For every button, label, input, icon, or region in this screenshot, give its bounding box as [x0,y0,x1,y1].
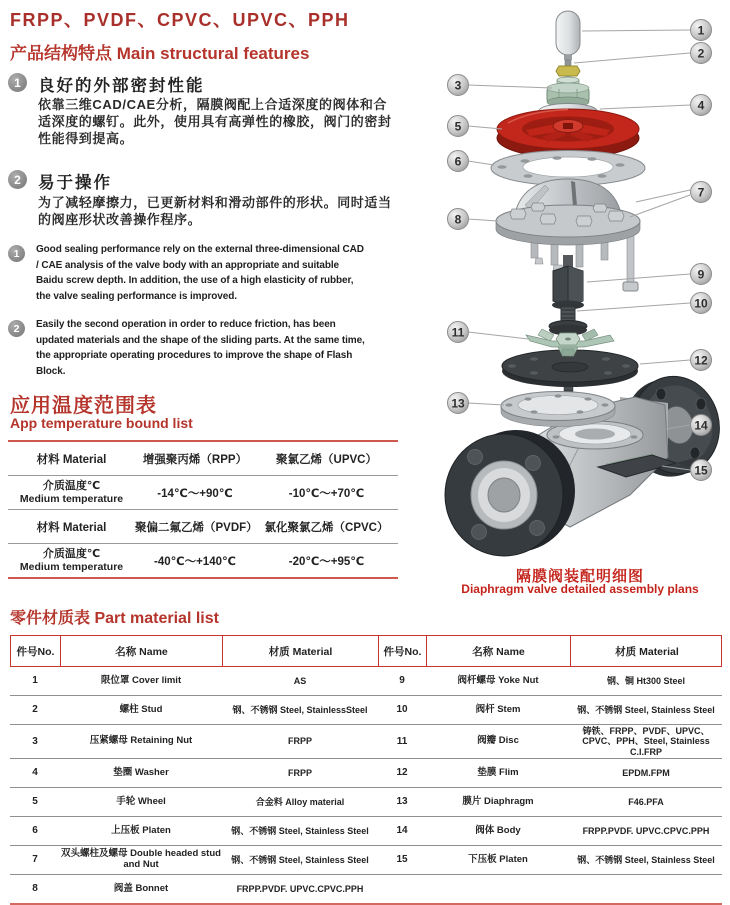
valve-exploded-diagram [430,5,730,565]
svg-text:13: 13 [451,396,465,411]
parts-heading: 零件材质表 Part material list [10,610,219,627]
svg-text:15: 15 [694,463,708,478]
feature-1-en-body: Good sealing performance rely on the external three-dimensional CAD / CAE analysis of the valve body with an appropriate and suitable Baidu screw depth. In addition, the use of a high elasticity of rubber, the valve sealing performance is improved. [36,244,364,302]
part-material-cell: EPDM.FPM [622,767,670,778]
temp-row-range-2 [8,544,398,577]
parts-header-name: 名称 Name [61,636,223,666]
part-name-cell: 膜片 Diaphragm [462,795,534,807]
parts-header-row [10,635,722,667]
part-name-cell: 阀盖 Bonnet [113,882,169,894]
parts-header-material: 材质 Material [615,645,679,658]
part-no-cell: 12 [396,767,408,779]
parts-header-name: 名称 Name [427,636,571,666]
svg-text:11: 11 [451,325,465,340]
part-material-cell: FRPP.PVDF. UPVC.CPVC.PPH [236,883,364,894]
part-material-cell: AS [293,675,307,686]
svg-text:8: 8 [454,212,462,227]
temp-value-cell: -14℃～+90℃ [157,487,233,500]
callout-4 [691,95,712,116]
parts-table [10,635,722,905]
temp-label-en: Medium temperature [19,492,124,505]
part-material-cell: 钢、不锈钢 Steel, Stainless Steel [577,704,715,715]
temp-value-cell: -20℃～+95℃ [288,555,365,568]
callout-13 [448,393,469,414]
part-no-cell: 3 [32,735,38,747]
part-material-cell: 钢、不锈钢 Steel, Stainless Steel [577,854,715,865]
temp-heading-cn: 应用温度范围表 [10,395,157,417]
parts-row [10,759,722,788]
callout-5 [448,116,469,137]
part-no-cell: 10 [396,704,408,716]
callout-1 [691,20,712,41]
callout-9 [691,264,712,285]
temp-label-cell [8,548,135,573]
temp-label-cell: 材料 Material [36,453,107,466]
temp-heading-en: App temperature bound list [10,415,193,431]
callout-14 [691,415,712,436]
feature-1-badge: 1 [8,73,27,92]
part-material-cell: 钢、铜 Ht300 Steel [606,675,686,686]
temp-value-cell: -10℃～+70℃ [288,487,365,500]
parts-header-material: 材质 Material [223,636,379,666]
feature-1-body: 依靠三维CAD/CAE分析，隔膜阀配上合适深度的阀体和合适深度的螺钉。此外，使用具有高弹性的橡胶，阀门的密封性能得到提高。 [38,97,392,146]
diagram-caption-en: Diaphragm valve detailed assembly plans [461,582,699,596]
temp-label-cell [8,480,135,505]
part-material-cell: FRPP [287,767,312,778]
temp-value-cell: 氯化聚氯乙烯（CPVC） [264,521,389,534]
part-name-cell: 上压板 Platen [111,824,171,836]
callout-8 [448,209,469,230]
part-no-cell: 5 [32,796,38,808]
part-no-cell: 2 [32,704,38,716]
part-name-cell: 阀体 Body [475,824,521,836]
svg-text:9: 9 [697,267,705,282]
part-no-cell: 9 [399,675,405,687]
callout-2 [691,43,712,64]
callout-12 [691,350,712,371]
parts-header-no: 件号No. [11,636,61,666]
parts-row [10,667,722,696]
part-name-cell: 双头螺柱及螺母 Double headed stud and Nut [61,848,221,871]
part-no-cell: 4 [32,767,38,779]
part-no-cell: 7 [32,854,38,866]
part-no-cell: 15 [396,854,408,866]
part-material-cell: 钢、不锈钢 Steel, StainlessSteel [232,704,368,715]
parts-row [10,696,722,725]
part-material-cell: 铸铁、FRPP、PVDF、UPVC、CPVC、PPH、Steel, Stainless C.I.FRP [582,726,710,757]
parts-row [10,817,722,846]
temp-row-material-2 [8,510,398,544]
svg-text:14: 14 [694,418,708,433]
part-material-cell: 钢、不锈钢 Steel, Stainless Steel [231,825,369,836]
part-name-cell: 手轮 Wheel [116,795,166,807]
callout-7 [691,182,712,203]
diagram-caption-cn: 隔膜阀装配明细图 [515,568,644,585]
parts-row [10,788,722,817]
parts-header-no: 件号No. [379,636,427,666]
temp-row-material-1 [8,442,398,476]
part-material-cell: 合金料 Alloy material [255,796,345,807]
svg-text:7: 7 [697,185,705,200]
part-name-cell: 下压板 Platen [468,853,528,865]
temp-label-en: Medium temperature [19,560,124,573]
feature-2-en-body: Easily the second operation in order to reduce friction, has been updated materials and the shape of the sliding parts. At the same time, the appropriate operating procedures to improve the shape of Flash Block. [36,319,365,377]
features-heading: 产品结构特点 Main structural features [10,44,310,63]
feature-1-title: 良好的外部密封性能 [38,77,205,95]
feature-2-badge: 2 [8,170,27,189]
part-name-cell: 压紧螺母 Retaining Nut [89,735,193,747]
svg-text:3: 3 [454,78,462,93]
feature-2-body: 为了减轻摩擦力，已更新材料和滑动部件的形状。同时适当的阀座形状改善操作程序。 [38,195,392,227]
temp-value-cell: 增强聚丙烯（RPP） [142,453,248,466]
temp-value-cell: 聚氯乙烯（UPVC） [276,453,377,466]
callout-6 [448,151,469,172]
part-name-cell: 阀杆 Stem [475,703,521,715]
feature-2-en-badge: 2 [8,320,25,337]
temperature-table [8,440,398,579]
svg-text:2: 2 [697,46,705,61]
page-title: FRPP、PVDF、CPVC、UPVC、PPH [10,10,350,30]
part-no-cell: 13 [396,796,408,808]
part-no-cell: 6 [32,825,38,837]
callout-10 [691,293,712,314]
part-no-cell: 8 [32,883,38,895]
part-material-cell: FRPP.PVDF. UPVC.CPVC.PPH [582,825,710,836]
temp-label-cn: 介质温度℃ [42,480,101,493]
parts-row [10,846,722,875]
svg-text:1: 1 [697,23,705,38]
callout-11 [448,322,469,343]
temp-value-cell: -40℃～+140℃ [154,555,236,568]
part-name-cell: 阀杆螺母 Yoke Nut [457,674,539,686]
parts-row [10,725,722,759]
feature-2-title: 易于操作 [38,174,112,192]
callout-15 [691,460,712,481]
part-name-cell: 螺柱 Stud [119,703,163,715]
svg-text:5: 5 [454,119,462,134]
svg-text:10: 10 [694,296,708,311]
svg-text:12: 12 [694,353,708,368]
temp-label-cell: 材料 Material [36,521,107,534]
temp-value-cell: 聚偏二氟乙烯（PVDF） [135,521,258,534]
svg-text:6: 6 [454,154,462,169]
part-name-cell: 垫圈 Washer [113,766,169,778]
part-name-cell: 限位罩 Cover limit [100,674,182,686]
part-name-cell: 垫膜 Flim [477,766,519,778]
part-material-cell: FRPP [287,736,312,747]
feature-1-en-badge: 1 [8,245,25,262]
part-material-cell: 钢、不锈钢 Steel, Stainless Steel [231,854,369,865]
temp-row-range-1 [8,476,398,510]
part-material-cell: F46.PFA [628,796,664,807]
svg-text:4: 4 [697,98,705,113]
parts-row [10,875,722,905]
part-no-cell: 11 [396,735,408,747]
part-no-cell: 1 [32,675,38,687]
temp-label-cn: 介质温度℃ [42,548,101,561]
retaining-nut-part [547,77,589,107]
part-name-cell: 阀瓣 Disc [477,735,519,747]
cover-limit-part [556,11,580,60]
part-no-cell: 14 [396,825,408,837]
callout-3 [448,75,469,96]
